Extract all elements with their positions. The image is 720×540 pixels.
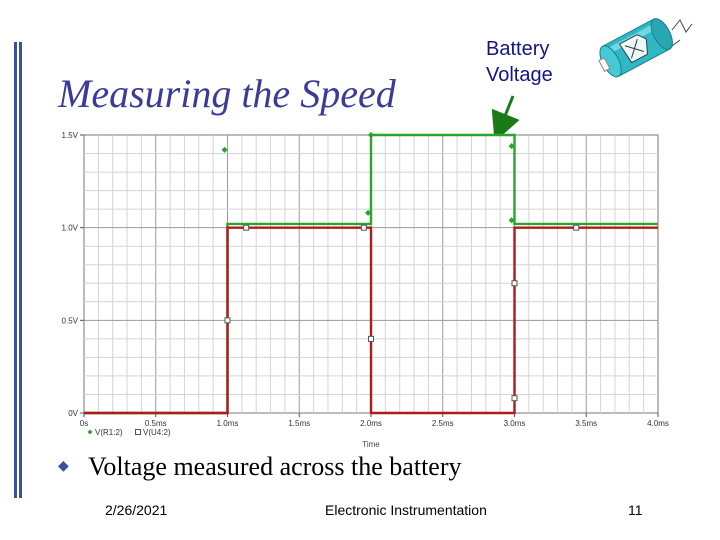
data-point-square: [244, 225, 249, 230]
footer-date: 2/26/2021: [105, 502, 168, 518]
y-tick-label: 1.0V: [61, 223, 78, 233]
battery-voltage-callout: [486, 36, 586, 88]
x-tick-label: 1.5ms: [288, 419, 311, 428]
legend: [88, 428, 171, 437]
data-point-square: [369, 336, 374, 341]
bullet-text: Voltage measured across the battery: [88, 452, 462, 481]
y-tick-label: 0.5V: [61, 316, 78, 326]
x-tick-label: 2.5ms: [431, 419, 454, 428]
data-point-square: [361, 225, 366, 230]
legend-marker-2: [136, 430, 141, 435]
legend-label-2: V(U4:2): [143, 428, 171, 437]
y-axis-ticks: [62, 131, 84, 418]
x-tick-label: 0.5ms: [144, 419, 167, 428]
data-point-square: [225, 318, 230, 323]
data-point-square: [574, 225, 579, 230]
x-tick-label: 3.5ms: [575, 419, 598, 428]
x-tick-label: 0s: [79, 419, 89, 428]
voltage-chart: [50, 125, 670, 455]
x-tick-label: 1.0ms: [216, 419, 239, 428]
slide-title: Measuring the Speed: [58, 71, 396, 116]
callout-line-2: Voltage: [486, 64, 553, 86]
motor-icon: [584, 10, 694, 85]
x-tick-label: 3.0ms: [503, 419, 526, 428]
bullet-diamond-icon: ◆: [58, 458, 69, 474]
y-tick-label: 0V: [68, 409, 78, 418]
left-accent-bar-inner: [19, 42, 22, 498]
x-tick-label: 4.0ms: [647, 419, 669, 428]
x-axis-label: Time: [362, 440, 380, 449]
x-axis-ticks: [80, 413, 669, 428]
left-accent-bar: [14, 42, 17, 498]
data-point-square: [512, 396, 517, 401]
y-tick-label: 1.5V: [61, 131, 78, 140]
data-point-square: [512, 281, 517, 286]
legend-marker-1: [88, 430, 93, 435]
x-tick-label: 2.0ms: [360, 419, 382, 428]
legend-label-1: V(R1:2): [95, 428, 123, 437]
callout-line-1: Battery: [486, 38, 550, 60]
footer-page-number: 11: [628, 502, 643, 518]
footer-title: Electronic Instrumentation: [325, 502, 487, 518]
